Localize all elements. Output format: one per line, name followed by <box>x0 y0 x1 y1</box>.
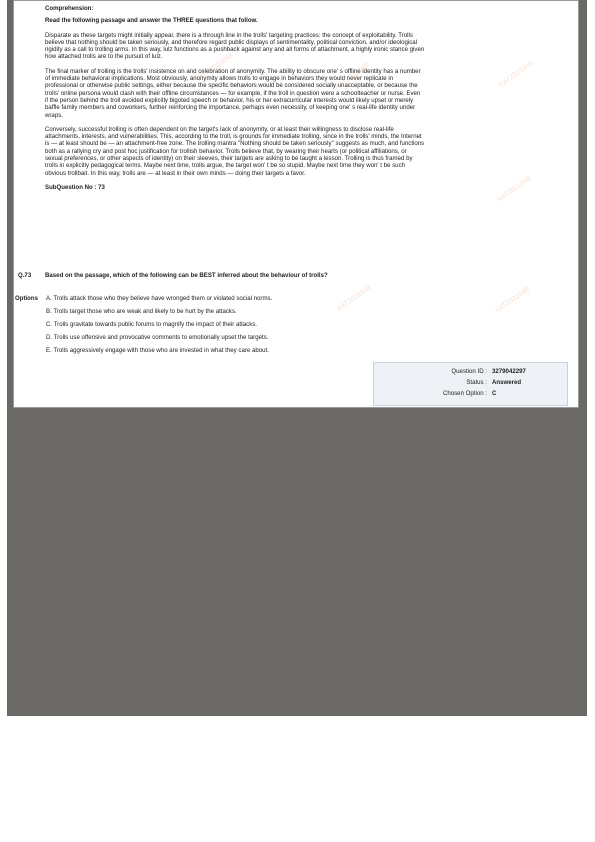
subquestion-number: SubQuestion No : 73 <box>45 183 105 191</box>
question-text: Based on the passage, which of the following can be BEST inferred about the behaviour of trolls? <box>45 272 328 279</box>
question-card <box>13 0 579 408</box>
watermark: XAT2021048 <box>333 62 371 91</box>
status-value: Answered <box>492 379 522 386</box>
comprehension-title: Comprehension: <box>45 5 94 12</box>
question-id-value: 3279042297 <box>492 368 526 375</box>
passage-paragraph: Disparate as these targets might initially appear, there is a through line in the trolls' targeting practices: the concept of exploitability. Trolls believe that nothing should be taken seriously, and therefore regard public displays of sentimentality, political conviction, and/or ideological rigidity as a call to trolling arms. In this way, lulz functions as a pushback against any and all forms of attachment, a highly ironic stance given how attached trolls are to the pursuit of lulz. <box>45 31 425 61</box>
question-number: Q.73 <box>18 272 32 279</box>
option-d[interactable]: D. Trolls use offensive and provocative comments to emotionally upset the targets. <box>46 334 269 341</box>
passage-section <box>45 5 425 195</box>
watermark: XAT2021048 <box>493 286 531 315</box>
instruction-text: Read the following passage and answer the THREE questions that follow. <box>45 17 258 25</box>
chosen-option-label: Chosen Option : <box>442 390 487 397</box>
chosen-option-value: C <box>492 390 497 397</box>
watermark: XAT2021048 <box>497 60 535 89</box>
option-c[interactable]: C. Trolls gravitate towards public forums to magnify the impact of their attacks. <box>46 321 257 328</box>
status-label: Status : <box>466 379 487 386</box>
watermark: XAT2021048 <box>335 284 373 313</box>
options-label: Options <box>15 295 39 302</box>
watermark: XAT2021048 <box>197 52 235 81</box>
passage-paragraph: The final marker of trolling is the trolls' insistence on and celebration of anonymity. The ability to obscure one' s offline identity has a number of immediate behavioral implications. Most obviously, anonymity allows trolls to engage in behaviors they would never replicate in professional or otherwise public settings, either because the specific behaviors would be considered socially unacceptable, or because the trolls' online persona would clash with their offline circumstances — for example, if the troll in question were a schoolteacher or nurse. Even if the person behind the troll avoided explicitly bigoted speech or behavior, his or her extracurricular interests would likely upset or merely baffle family members and coworkers, further reinforcing the importance, perhaps even necessity, of keeping one' s real-life identity under wraps. <box>45 67 421 119</box>
question-id-label: Question ID : <box>451 368 487 375</box>
question-info-panel <box>373 362 568 406</box>
option-a[interactable]: A. Trolls attack those who they believe have wronged them or violated social norms. <box>46 295 273 302</box>
option-b[interactable]: B. Trolls target those who are weak and likely to be hurt by the attacks. <box>46 308 237 315</box>
passage-paragraph: Conversely, successful trolling is often dependent on the target's lack of anonymity, or at least their willingness to disclose real-life attachments, interests, and vulnerabilities. This, according to the troll, is grounds for immediate trolling, since in the trolls' minds, the Internet is — at least should be — an attachment-free zone. The trolling mantra "Nothing should be taken seriously" suggests as much, and functions both as a rallying cry and post hoc justification for trollish behavior. Trolls believe that, by wearing their hearts (or political affiliations, or sexual preferences, or other aspects of identity) on their sleeves, their targets are asking to be taught a lesson. Trolling is thus framed by trolls in explicitly pedagogical terms. Maybe next time, trolls argue, the target won' t be so stupid. Maybe next time they won' t be such obvious trollbait. In this way, trolls are — at least in their own minds — doing their targets a favor. <box>45 125 425 177</box>
watermark: XAT2021048 <box>495 175 533 204</box>
option-e[interactable]: E. Trolls aggressively engage with those who are invested in what they care about. <box>46 347 269 354</box>
